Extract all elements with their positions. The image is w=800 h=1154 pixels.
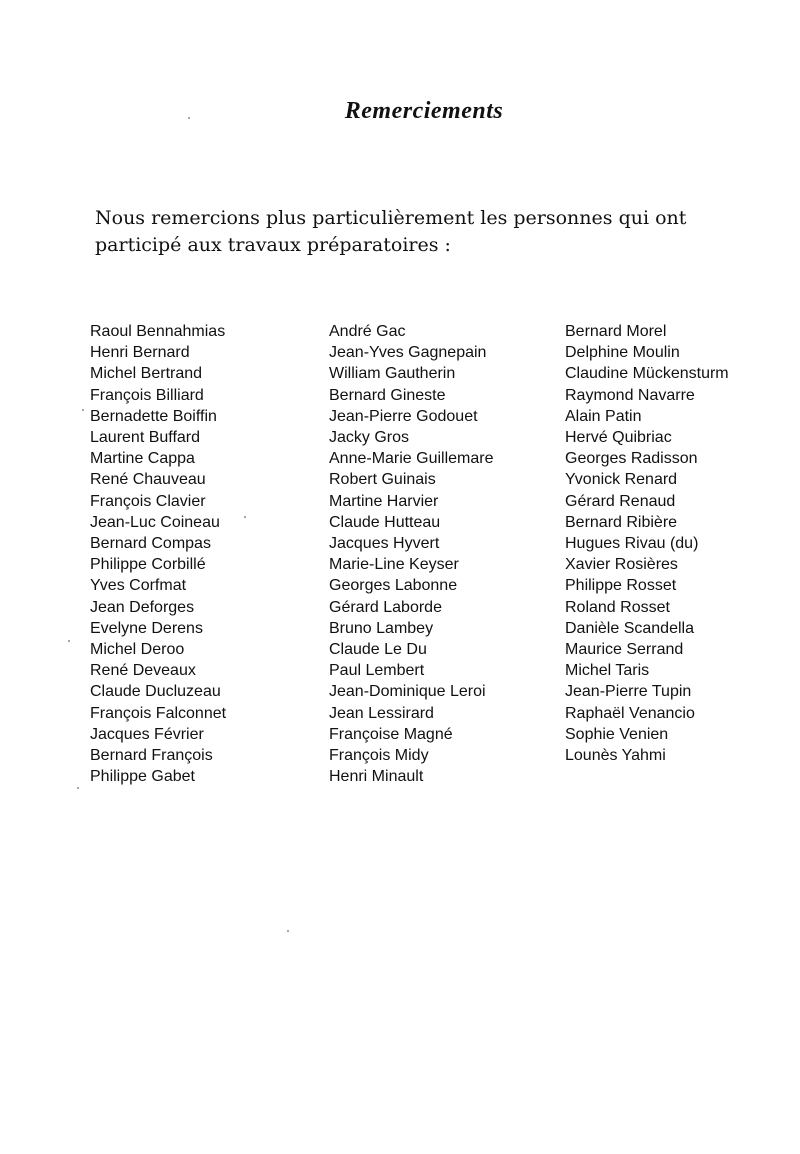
name-list-item: Sophie Venien: [565, 725, 669, 743]
name-list-item: Philippe Gabet: [90, 768, 195, 786]
name-list-item: Martine Harvier: [329, 492, 439, 510]
name-list-item: Bernard Morel: [565, 323, 667, 340]
names-column-3: [565, 321, 729, 766]
name-list-item: René Chauveau: [90, 471, 206, 489]
scan-speck: [287, 930, 289, 932]
name-list-item: Jean-Dominique Leroi: [329, 683, 486, 701]
name-list-item: Gérard Renaud: [565, 492, 676, 510]
name-list-item: Georges Radisson: [565, 450, 698, 468]
name-list-item: André Gac: [329, 323, 406, 340]
name-list-item: Evelyne Derens: [90, 619, 203, 637]
name-list-item: Anne-Marie Guillemare: [329, 450, 494, 468]
name-list-item: Jacques Février: [90, 725, 204, 743]
intro-paragraph: Nous remercions plus particulièrement les personnes qui ont participé aux travaux préparatoires :: [95, 207, 687, 256]
name-list-item: Claudine Mückensturm: [565, 365, 729, 383]
name-list-item: Marie-Line Keyser: [329, 556, 459, 574]
name-list-item: Bernard François: [90, 747, 213, 765]
name-list-item: Robert Guinais: [329, 471, 436, 489]
name-list-item: Claude Ducluzeau: [90, 683, 221, 701]
name-list-item: Bruno Lambey: [329, 619, 434, 637]
name-list-item: Xavier Rosières: [565, 556, 678, 574]
scan-speck: [68, 640, 70, 642]
name-list-item: Jacques Hyvert: [329, 535, 440, 553]
name-list-item: Alain Patin: [565, 407, 642, 425]
name-list-item: Lounès Yahmi: [565, 747, 666, 765]
names-column-1: [90, 321, 226, 787]
name-list-item: René Deveaux: [90, 662, 196, 680]
scan-speck: [77, 787, 79, 789]
name-list-item: Philippe Rosset: [565, 577, 677, 595]
name-list-item: Jean-Pierre Tupin: [565, 683, 692, 701]
name-list-item: François Falconnet: [90, 704, 227, 722]
name-list-item: Jean-Luc Coineau: [90, 513, 220, 531]
name-list-item: François Clavier: [90, 492, 206, 510]
name-list-item: Raymond Navarre: [565, 386, 695, 404]
names-column-2: [329, 321, 494, 787]
name-list-item: Bernard Gineste: [329, 386, 446, 404]
name-list-item: Claude Hutteau: [329, 513, 441, 531]
scan-speck: [82, 409, 84, 411]
name-list-item: Bernard Ribière: [565, 513, 678, 531]
name-list-item: Philippe Corbillé: [90, 556, 206, 574]
name-list-item: Raphaël Venancio: [565, 704, 695, 722]
name-list-item: Gérard Laborde: [329, 598, 442, 616]
name-list-item: Jean-Yves Gagnepain: [329, 344, 487, 362]
name-list-item: Claude Le Du: [329, 641, 427, 659]
name-list-item: Laurent Buffard: [90, 429, 201, 447]
name-list-item: Bernadette Boiffin: [90, 407, 217, 425]
name-list-item: Michel Taris: [565, 662, 650, 680]
name-list-item: Michel Deroo: [90, 641, 185, 659]
name-list-item: Henri Minault: [329, 768, 424, 786]
name-list-item: Jacky Gros: [329, 429, 410, 447]
name-list-item: Danièle Scandella: [565, 619, 694, 637]
name-list-item: Jean-Pierre Godouet: [329, 407, 478, 425]
name-list-item: Paul Lembert: [329, 662, 425, 680]
name-list-item: Henri Bernard: [90, 344, 190, 362]
name-list-item: François Billiard: [90, 386, 204, 404]
page-title: Remerciements: [344, 98, 504, 124]
name-list-item: Yvonick Renard: [565, 471, 678, 489]
name-list-item: Roland Rosset: [565, 598, 670, 616]
name-list-item: Maurice Serrand: [565, 641, 684, 659]
name-list-item: Yves Corfmat: [90, 577, 187, 595]
name-list-item: Martine Cappa: [90, 450, 195, 468]
name-list-item: Bernard Compas: [90, 535, 211, 553]
name-list-item: Françoise Magné: [329, 725, 453, 743]
name-list-item: Hervé Quibriac: [565, 429, 672, 447]
name-list-item: Raoul Bennahmias: [90, 323, 226, 340]
name-list-item: William Gautherin: [329, 365, 456, 383]
name-list-item: Michel Bertrand: [90, 365, 203, 383]
name-list-item: Georges Labonne: [329, 577, 458, 595]
name-list-item: Jean Lessirard: [329, 704, 434, 722]
name-list-item: François Midy: [329, 747, 429, 765]
name-list-item: Hugues Rivau (du): [565, 535, 699, 553]
scan-speck: [244, 516, 246, 518]
name-list-item: Jean Deforges: [90, 598, 195, 616]
name-list-item: Delphine Moulin: [565, 344, 680, 362]
